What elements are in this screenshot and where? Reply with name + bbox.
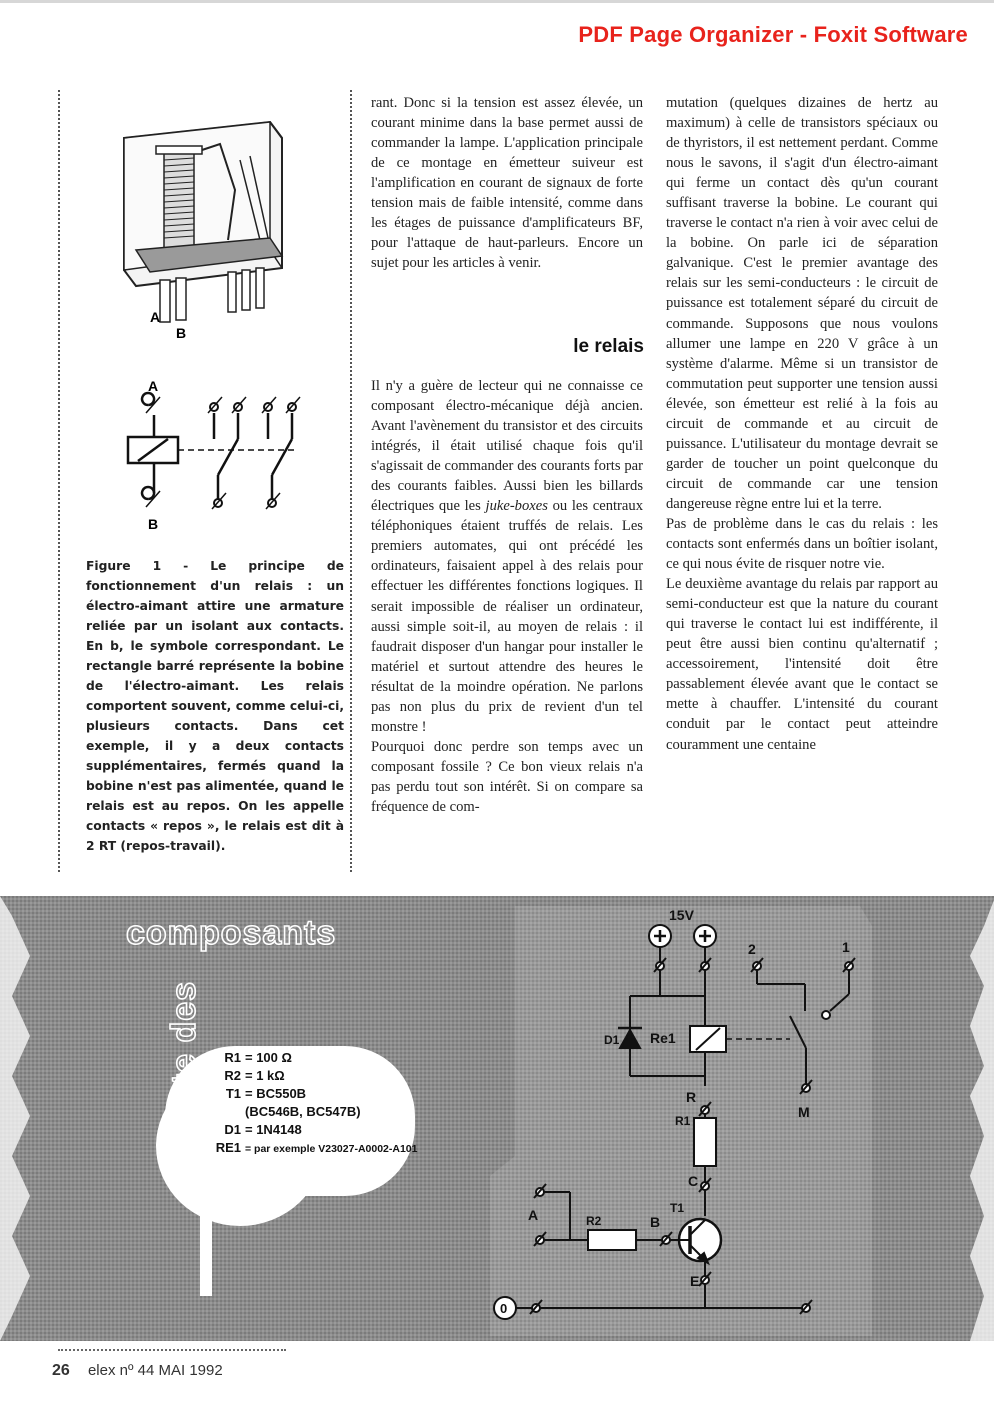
component-value: = 1N4148 — [245, 1122, 302, 1137]
list-item — [205, 1067, 418, 1085]
node-r-label: R — [686, 1089, 697, 1105]
component-ref: R2 — [224, 1068, 241, 1083]
article-text: Il n'y a guère de lecteur qui ne connaisse ce composant électro-mécanique déjà ancien. Avant l'avènement du transistor et des circuits intégrés, il était utilisé chaque fois qu'il s'agissait de commander des courants forts par des courants faibles. Aussi bien les billards électriques que les — [371, 378, 643, 515]
supply-voltage-label: 15V — [669, 907, 694, 923]
components-title: composants — [126, 914, 337, 952]
list-item — [205, 1085, 418, 1103]
watermark: PDF Page Organizer - Foxit Software — [578, 22, 968, 47]
component-list — [205, 1049, 418, 1158]
article-paragraph — [371, 376, 643, 737]
component-ref: R1 — [224, 1050, 241, 1065]
component-ref: RE1 — [215, 1140, 241, 1155]
component-value: = 100 Ω — [245, 1050, 292, 1065]
article-column-3 — [666, 93, 938, 755]
list-item — [205, 1139, 418, 1158]
article-column-2-top — [371, 93, 643, 273]
relay-pin-a-label: A — [150, 309, 161, 325]
article-text: ou les centraux téléphoniques étaient truffés de relais. Les premiers automates, qui ont précédé les ordinateurs, faisaient appel à des relais pour effectuer les différentes fonctions logiques. Il serait impossible de réaliser un ordinateur, aussi simple soit-il, au moyen de relais : il faudrait disposer d'un hangar pour installer le matériel et surtout attendre des heures le résultat de la moindre opération. Ne parlons pas non plus du prix de revient d'un tel monstre ! — [371, 498, 643, 735]
component-value: = 1 kΩ — [245, 1068, 285, 1083]
article-paragraph: Le deuxième avantage du relais par rapport au semi-conducteur est que la nature du courant qui traverse le contact lui est indifférente, il peut être aussi bien continu qu'alternatif ; accessoirement, l'intensité doit être passablement élevée avant que le contact se mette à chauffer. L'intensité du courant conduit par le contact peut atteindre couramment une centaine — [666, 576, 938, 753]
input-a-label: A — [528, 1207, 539, 1223]
page-number: 26 — [52, 1362, 70, 1379]
component-value: = par exemple V23027-A0002-A101 — [245, 1143, 418, 1155]
article-paragraph: rant. Donc si la tension est assez élevée, un courant minime dans la base permet aussi de commander la lampe. L'application principale de ce montage en émetteur suiveur est l'amplification en courant de signaux de forte tension mais de faible intensité, comme dans les étages de puissance d'amplificateurs BF, pour l'attaque de haut-parleurs. Encore un sujet pour les articles à venir. — [371, 95, 643, 272]
components-title-vertical: liste des — [165, 980, 203, 1126]
article-paragraph: Pourquoi donc perdre son temps avec un composant fossile ? Ce bon vieux relais n'a pas perdu tout son intérêt. Si on compare sa fréquence de com- — [371, 738, 643, 815]
relay-drawing — [60, 100, 290, 360]
relay-pin-b-label: B — [176, 325, 187, 341]
list-item — [205, 1049, 418, 1067]
transistor-label: T1 — [670, 1201, 685, 1215]
page-footer — [52, 1362, 223, 1380]
component-value: (BC546B, BC547B) — [245, 1104, 361, 1119]
article-paragraph: Pas de problème dans le cas du relais : les contacts sont enfermés dans un boîtier isolant, ce qui nous évite de risquer notre vie. — [666, 515, 938, 573]
contact-1-label: 1 — [842, 939, 850, 955]
figure-caption: Figure 1 - Le principe de fonctionnement d'un relais : un électro-aimant attire une armature reliée par un isolant aux contacts. En b, le symbole correspondant. Le rectangle barré représente la bobine de l'électro-aimant. Les relais comportent souvent, comme celui-ci, plusieurs contacts. Dans cet exemple, il y a deux contacts supplémentaires, fermés quand la bobine n'est pas alimentée, quand le relais est au repos. On les appelle contacts « repos », le relais est dit à 2 RT (repos-travail). — [86, 559, 344, 853]
scan-top-edge — [0, 0, 994, 3]
issue-date: MAI 1992 — [158, 1362, 223, 1379]
list-item — [205, 1121, 418, 1139]
node-c-label: C — [688, 1173, 699, 1189]
components-band — [0, 896, 994, 1341]
relay-label: Re1 — [650, 1030, 676, 1046]
contact-2-label: 2 — [748, 941, 756, 957]
node-b-label: B — [650, 1214, 661, 1230]
relay-symbol — [110, 375, 320, 540]
ground-label: 0 — [500, 1301, 508, 1316]
article-column-2 — [371, 376, 643, 817]
component-value: = BC550B — [245, 1086, 307, 1101]
resistor-r1-label: R1 — [675, 1114, 691, 1128]
article-italic-term: juke-boxes — [485, 498, 548, 515]
article-paragraph: mutation (quelques dizaines de hertz au maximum) à celle de transistors spéciaux ou de thyristors, il est nettement perdant. Comme nous le savons, il s'agit d'un électro-aimant qui ferme un contact dès qu'un courant suffisant traverse la bobine. Le courant qui traverse le contact n'a rien à voir avec celui de la bobine. On parle ici de séparation galvanique. C'est le premier avantage des relais sur les semi-conducteurs : le circuit de puissance est totalement séparé du circuit de commande. Supposons que nous voulons allumer une lampe en 220 V grâce à un système d'alarme. Même si un transistor de commutation peut supporter une tension aussi élevée, son émetteur est relié à la fois au circuit de commande et au circuit de puissance. L'utilisateur du montage devrait se garder de toucher un point quelconque du circuit de commande car une tension dangereuse règne entre lui et la terre. — [666, 95, 938, 512]
symbol-label-a: A — [148, 378, 159, 394]
list-item — [205, 1103, 418, 1121]
magazine-name: elex nº 44 — [87, 1362, 155, 1379]
node-m-label: M — [798, 1104, 810, 1120]
symbol-label-b: B — [148, 516, 159, 532]
footer-divider — [58, 1349, 286, 1351]
resistor-r2-label: R2 — [586, 1214, 602, 1228]
diode-label: D1 — [604, 1033, 620, 1047]
component-ref: T1 — [225, 1086, 241, 1101]
node-e-label: E — [690, 1273, 700, 1289]
component-ref: D1 — [224, 1122, 241, 1137]
section-heading: le relais — [573, 336, 644, 357]
